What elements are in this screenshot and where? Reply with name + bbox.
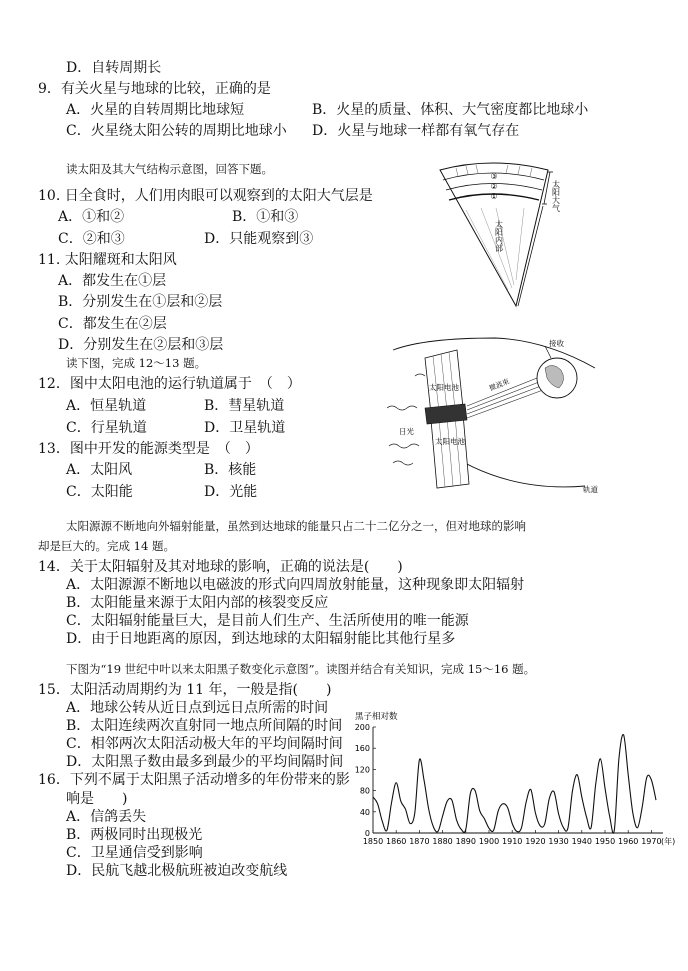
q11-option-d: D．分别发生在②层和③层 bbox=[58, 337, 224, 353]
q10-option-d: D．只能观察到③ bbox=[204, 231, 314, 247]
chart-x-tick-label: 1860 bbox=[386, 837, 407, 846]
intro-10-11: 读太阳及其大气结构示意图，回答下题。 bbox=[66, 162, 273, 176]
q8-option-d: D．自转周期长 bbox=[66, 60, 162, 76]
orbit-label: 轨道 bbox=[583, 485, 598, 494]
q16-stem-line2: 响是 ) bbox=[66, 791, 128, 807]
chart-y-tick-label: 120 bbox=[354, 765, 370, 775]
q11-option-a: A．都发生在①层 bbox=[58, 273, 167, 289]
sunlight-label: 日光 bbox=[399, 427, 414, 436]
q10-option-a: A．①和② bbox=[58, 209, 125, 225]
q11-option-b: B．分别发生在①层和②层 bbox=[58, 294, 223, 310]
layer-1-label: ① bbox=[490, 192, 498, 201]
q15-stem: 15．太阳活动周期约为 11 年，一般是指( ) bbox=[38, 682, 332, 698]
q9-stem: 9．有关火星与地球的比较，正确的是 bbox=[38, 81, 271, 97]
solar-panel-upper-label: 太阳电池 bbox=[429, 383, 459, 392]
q10-stem: 10. 日全食时，人们用肉眼可以观察到的太阳大气层是 bbox=[38, 188, 373, 204]
q12-option-b: B．彗星轨道 bbox=[204, 398, 285, 414]
chart-x-tick-label: 1940 bbox=[571, 837, 592, 846]
chart-x-tick-label: 1910 bbox=[502, 837, 523, 846]
chart-axes bbox=[373, 727, 663, 833]
q16-option-d: D．民航飞越北极航班被迫改变航线 bbox=[66, 863, 288, 879]
chart-x-tick-label: 1870 bbox=[409, 837, 430, 846]
q12-option-a: A．恒星轨道 bbox=[66, 398, 147, 414]
q9-option-d: D．火星与地球一样都有氧气存在 bbox=[312, 123, 520, 139]
chart-x-tick-label: 1930 bbox=[548, 837, 569, 846]
q12-option-c: C．行星轨道 bbox=[66, 420, 147, 436]
solar-power-satellite-diagram bbox=[385, 328, 600, 498]
chart-y-tick-label: 80 bbox=[359, 786, 370, 796]
chart-x-unit: (年) bbox=[661, 837, 676, 846]
q12-stem: 12．图中太阳电池的运行轨道属于 （ ） bbox=[38, 376, 301, 392]
q16-stem-line1: 16．下列不属于太阳黑子活动增多的年份带来的影 bbox=[38, 772, 350, 788]
chart-y-tick-label: 160 bbox=[354, 744, 370, 754]
q12-option-d: D．卫星轨道 bbox=[204, 420, 286, 436]
solar-panel-lower-label: 太阳电池 bbox=[435, 437, 465, 446]
q15-option-b: B．太阳连续两次直射同一地点所间隔的时间 bbox=[66, 718, 343, 734]
intro-14-line2: 却是巨大的。完成 14 题。 bbox=[38, 539, 175, 553]
chart-x-tick-label: 1880 bbox=[432, 837, 453, 846]
layer-3-label: ③ bbox=[490, 172, 498, 181]
q14-option-d: D．由于日地距离的原因，到达地球的太阳辐射能比其他行星多 bbox=[66, 631, 456, 647]
q14-option-c: C．太阳辐射能量巨大，是目前人们生产、生活所使用的唯一能源 bbox=[66, 613, 469, 629]
q11-option-c: C．都发生在②层 bbox=[58, 316, 167, 332]
chart-x-tick-label: 1850 bbox=[362, 837, 384, 846]
q13-option-c: C．太阳能 bbox=[66, 484, 133, 500]
intro-15-16: 下图为“19 世纪中叶以来太阳黑子数变化示意图”。读图并结合有关知识，完成 15～16 题。 bbox=[66, 662, 536, 676]
q16-option-b: B．两极同时出现极光 bbox=[66, 827, 203, 843]
sun-interior-label: 太阳内部 bbox=[494, 220, 504, 252]
q14-stem: 14．关于太阳辐射及其对地球的影响，正确的说法是( ) bbox=[38, 559, 403, 575]
layer-2-label: ② bbox=[490, 182, 498, 191]
intro-12-13: 读下图，完成 12～13 题。 bbox=[66, 356, 207, 370]
q14-option-b: B．太阳能量来源于太阳内部的核裂变反应 bbox=[66, 595, 329, 611]
q15-option-c: C．相邻两次太阳活动极大年的平均间隔时间 bbox=[66, 736, 343, 752]
chart-y-tick-label: 40 bbox=[359, 807, 370, 817]
sun-atmosphere-label: 太阳大气 bbox=[551, 180, 561, 212]
q10-option-c: C．②和③ bbox=[58, 231, 125, 247]
q15-option-d: D．太阳黑子数由最多到最少的平均间隔时间 bbox=[66, 754, 344, 770]
q13-option-b: B．核能 bbox=[204, 462, 257, 478]
chart-x-tick-label: 1920 bbox=[525, 837, 546, 846]
q16-option-a: A．信鸽丢失 bbox=[66, 809, 147, 825]
sunspot-chart bbox=[345, 707, 680, 850]
q14-option-a: A．太阳源源不断地以电磁波的形式向四周放射能量，这种现象即太阳辐射 bbox=[66, 577, 525, 593]
q13-stem: 13．图中开发的能源类型是 （ ） bbox=[38, 441, 259, 457]
chart-y-tick-label: 0 bbox=[364, 829, 370, 838]
chart-x-tick-label: 1970 bbox=[641, 837, 662, 846]
chart-y-tick-label: 200 bbox=[354, 723, 370, 732]
chart-ylabel: 黑子相对数 bbox=[355, 712, 398, 722]
microwave-beam-label: 微波束 bbox=[488, 377, 511, 393]
q13-option-a: A．太阳风 bbox=[66, 462, 133, 478]
chart-x-ticks bbox=[363, 830, 662, 846]
receiver-label: 接收 bbox=[549, 339, 564, 348]
sun-structure-diagram bbox=[436, 160, 576, 318]
sunspot-series-line bbox=[373, 735, 656, 834]
q11-stem: 11. 太阳耀斑和太阳风 bbox=[38, 252, 177, 268]
intro-14-line1: 太阳源源不断地向外辐射能量，虽然到达地球的能量只占二十二亿分之一，但对地球的影响 bbox=[66, 519, 526, 533]
q16-option-c: C．卫星通信受到影响 bbox=[66, 845, 203, 861]
chart-x-tick-label: 1890 bbox=[455, 837, 476, 846]
q9-option-c: C．火星绕太阳公转的周期比地球小 bbox=[66, 123, 287, 139]
q10-option-b: B．①和③ bbox=[232, 209, 299, 225]
chart-x-tick-label: 1950 bbox=[594, 837, 616, 846]
q15-option-a: A．地球公转从近日点到远日点所需的时间 bbox=[66, 700, 329, 716]
chart-x-tick-label: 1900 bbox=[478, 837, 500, 846]
q13-option-d: D．光能 bbox=[204, 484, 258, 500]
q9-option-a: A．火星的自转周期比地球短 bbox=[66, 102, 245, 118]
chart-x-tick-label: 1960 bbox=[618, 837, 639, 846]
q9-option-b: B．火星的质量、体积、大气密度都比地球小 bbox=[312, 102, 589, 118]
